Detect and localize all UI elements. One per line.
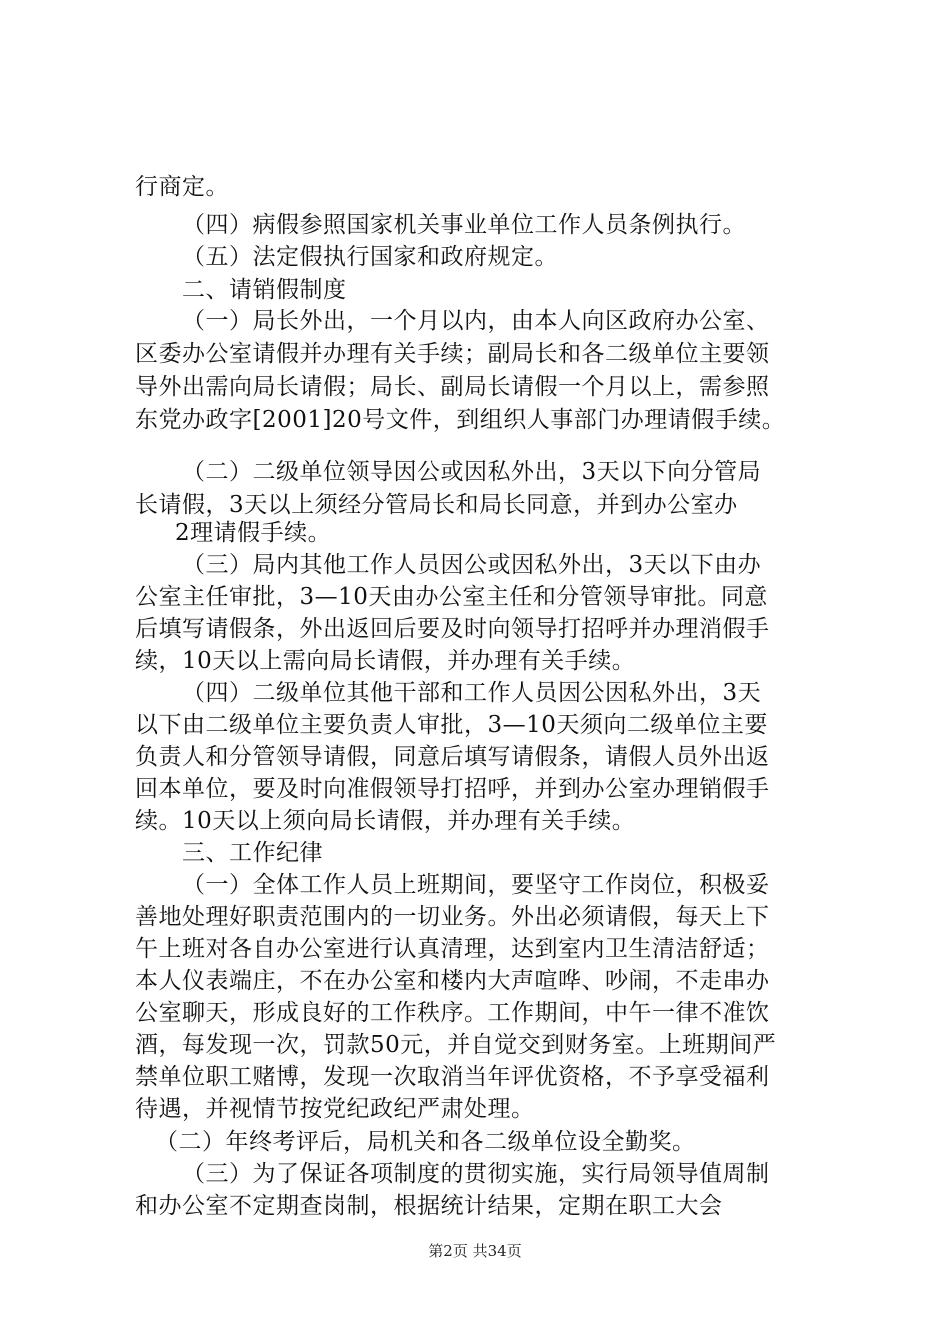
text-line: 长请假，3天以上须经分管局长和局长同意，并到办公室办 — [135, 492, 738, 518]
text-line: 续，10天以上需向局长请假，并办理有关手续。 — [135, 648, 636, 674]
text-line: 负责人和分管领导请假，同意后填写请假条，请假人员外出返 — [135, 744, 770, 770]
text-line: 公室主任审批，3—10天由办公室主任和分管领导审批。同意 — [135, 584, 768, 610]
page-footer: 第2页 共34页 — [428, 1242, 522, 1260]
text-line: （三）局内其他工作人员因公或因私外出，3天以下由办 — [182, 552, 762, 578]
text-line: 午上班对各自办公室进行认真清理，达到室内卫生清洁舒适； — [135, 936, 770, 962]
text-line: 续。10天以上须向局长请假，并办理有关手续。 — [135, 808, 636, 834]
text-line: 东党办政字[2001]20号文件，到组织人事部门办理请假手续。 — [135, 407, 786, 433]
text-line: 酒，每发现一次，罚款50元，并自觉交到财务室。上班期间严 — [135, 1032, 777, 1058]
text-line: 以下由二级单位主要负责人审批，3—10天须向二级单位主要 — [135, 712, 768, 738]
text-line: 二、请销假制度 — [182, 277, 347, 303]
text-line: 导外出需向局长请假；局长、副局长请假一个月以上，需参照 — [135, 374, 770, 400]
text-line: 和办公室不定期查岗制，根据统计结果，定期在职工大会 — [135, 1193, 723, 1219]
text-line: （四）病假参照国家机关事业单位工作人员条例执行。 — [182, 212, 746, 238]
text-line: 善地处理好职责范围内的一切业务。外出必须请假，每天上下 — [135, 904, 770, 930]
text-line: （二）年终考评后，局机关和各二级单位设全勤奖。 — [155, 1129, 696, 1155]
text-line: 区委办公室请假并办理有关手续；副局长和各二级单位主要领 — [135, 341, 770, 367]
text-line: （一）全体工作人员上班期间，要坚守工作岗位，积极妥 — [182, 872, 770, 898]
text-line: 2理请假手续。 — [175, 520, 332, 546]
text-line: （一）局长外出，一个月以内，由本人向区政府办公室、 — [182, 308, 770, 334]
text-line: 公室聊天，形成良好的工作秩序。工作期间，中午一律不准饮 — [135, 1000, 770, 1026]
text-line: 回本单位，要及时向准假领导打招呼，并到办公室办理销假手 — [135, 776, 770, 802]
text-line: 本人仪表端庄，不在办公室和楼内大声喧哗、吵闹，不走串办 — [135, 968, 770, 994]
text-line: 三、工作纪律 — [182, 840, 323, 866]
text-line: （五）法定假执行国家和政府规定。 — [182, 244, 558, 270]
text-line: 后填写请假条，外出返回后要及时向领导打招呼并办理消假手 — [135, 616, 770, 642]
text-line: 待遇，并视情节按党纪政纪严肃处理。 — [135, 1096, 535, 1122]
text-line: 禁单位职工赌博，发现一次取消当年评优资格，不予享受福利 — [135, 1064, 770, 1090]
text-line: 行商定。 — [135, 174, 229, 200]
text-line: （四）二级单位其他干部和工作人员因公因私外出，3天 — [182, 680, 762, 706]
text-line: （二）二级单位领导因公或因私外出，3天以下向分管局 — [182, 459, 762, 485]
text-line: （三）为了保证各项制度的贯彻实施，实行局领导值周制 — [182, 1161, 770, 1187]
